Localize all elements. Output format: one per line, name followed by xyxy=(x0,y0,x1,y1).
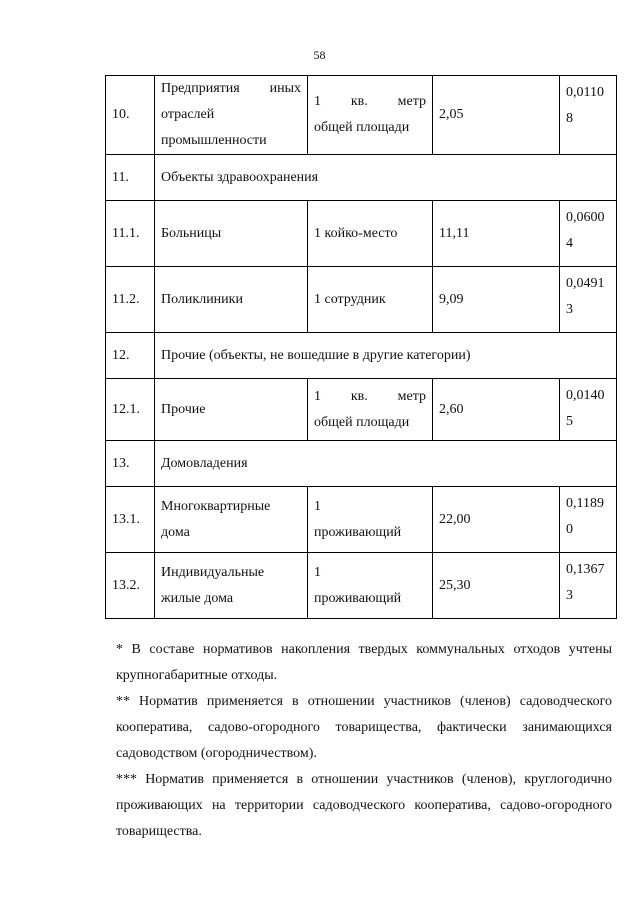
object-name-line: Индивидуальные xyxy=(161,564,265,580)
object-name-line: Больницы xyxy=(161,225,222,241)
object-name xyxy=(155,379,308,441)
norm-value: 11,11 xyxy=(433,201,560,267)
unit-cell-line: 1 xyxy=(314,564,321,580)
object-name xyxy=(155,76,308,155)
row-number: 13. xyxy=(106,441,155,487)
unit-cell xyxy=(308,553,433,619)
object-name-line: Предприятия иных xyxy=(161,81,301,96)
table-row xyxy=(106,487,617,553)
unit-cell-line: общей площади xyxy=(314,414,410,430)
table-row xyxy=(106,553,617,619)
category-header: Объекты здравоохранения xyxy=(155,155,617,201)
object-name xyxy=(155,267,308,333)
coef-cell-line: 0,0600 xyxy=(566,210,605,225)
unit-cell xyxy=(308,76,433,155)
coef-cell-line: 0,0491 xyxy=(566,276,605,291)
row-number: 12. xyxy=(106,333,155,379)
footnote-2: ** Норматив применяется в отношении участников (членов) садоводческого кооператива, садово-огородного товарищества, фактически занимающихся садоводством (огородничеством). xyxy=(116,694,612,761)
table-row xyxy=(106,155,617,201)
coef-cell-line: 0,0110 xyxy=(566,85,604,100)
object-name-line: промышленности xyxy=(161,133,267,148)
object-name-line: жилые дома xyxy=(161,590,234,606)
category-header: Прочие (объекты, не вошедшие в другие категории) xyxy=(155,333,617,379)
footnote-1: * В составе нормативов накопления твердых коммунальных отходов учтены крупногабаритные отходы. xyxy=(116,642,612,683)
table-row xyxy=(106,201,617,267)
page-number: 58 xyxy=(313,48,326,62)
object-name-line: Поликлиники xyxy=(161,291,243,307)
object-name-line: отраслей xyxy=(161,107,215,122)
norm-value: 9,09 xyxy=(433,267,560,333)
footnote-3: *** Норматив применяется в отношении участников (членов), круглогодично проживающих на территории садоводческого кооператива, садово-огородного товарищества. xyxy=(116,772,612,839)
row-number: 11. xyxy=(106,155,155,201)
unit-cell-line: 1 кв. метр xyxy=(314,388,426,404)
coef-cell-line: 4 xyxy=(566,236,573,251)
table-row xyxy=(106,76,617,155)
coef-cell xyxy=(560,487,617,553)
coef-cell xyxy=(560,201,617,267)
coef-cell-line: 0,0140 xyxy=(566,388,605,403)
coef-cell-line: 0 xyxy=(566,522,573,537)
table-row xyxy=(106,267,617,333)
row-number: 12.1. xyxy=(106,379,155,441)
row-number: 11.1. xyxy=(106,201,155,267)
unit-cell-line: проживающий xyxy=(314,524,402,540)
table-row xyxy=(106,441,617,487)
coef-cell-line: 3 xyxy=(566,302,573,317)
row-number: 13.1. xyxy=(106,487,155,553)
unit-cell-line: общей площади xyxy=(314,120,410,135)
coef-cell xyxy=(560,553,617,619)
unit-cell-line: 1 сотрудник xyxy=(314,291,386,307)
coef-cell-line: 0,1189 xyxy=(566,496,604,511)
category-header: Домовладения xyxy=(155,441,617,487)
unit-cell xyxy=(308,201,433,267)
row-number: 13.2. xyxy=(106,553,155,619)
table-row xyxy=(106,379,617,441)
coef-cell-line: 0,1367 xyxy=(566,562,605,577)
coef-cell xyxy=(560,76,617,155)
object-name-line: дома xyxy=(161,524,190,540)
norm-value: 2,05 xyxy=(433,76,560,155)
row-number: 10. xyxy=(106,76,155,155)
coef-cell xyxy=(560,379,617,441)
object-name-line: Прочие xyxy=(161,401,206,417)
table-row xyxy=(106,333,617,379)
coef-cell-line: 8 xyxy=(566,111,573,126)
object-name xyxy=(155,201,308,267)
row-number: 11.2. xyxy=(106,267,155,333)
unit-cell xyxy=(308,487,433,553)
coef-cell-line: 3 xyxy=(566,588,573,603)
norm-value: 25,30 xyxy=(433,553,560,619)
unit-cell xyxy=(308,379,433,441)
coef-cell xyxy=(560,267,617,333)
norm-value: 22,00 xyxy=(433,487,560,553)
object-name xyxy=(155,553,308,619)
unit-cell-line: проживающий xyxy=(314,590,402,606)
norm-value: 2,60 xyxy=(433,379,560,441)
norms-table xyxy=(105,75,617,619)
object-name-line: Многоквартирные xyxy=(161,498,271,514)
footnotes xyxy=(116,637,612,845)
unit-cell xyxy=(308,267,433,333)
unit-cell-line: 1 койко-место xyxy=(314,225,398,241)
object-name xyxy=(155,487,308,553)
unit-cell-line: 1 кв. метр xyxy=(314,94,426,109)
coef-cell-line: 5 xyxy=(566,414,573,429)
unit-cell-line: 1 xyxy=(314,498,321,514)
